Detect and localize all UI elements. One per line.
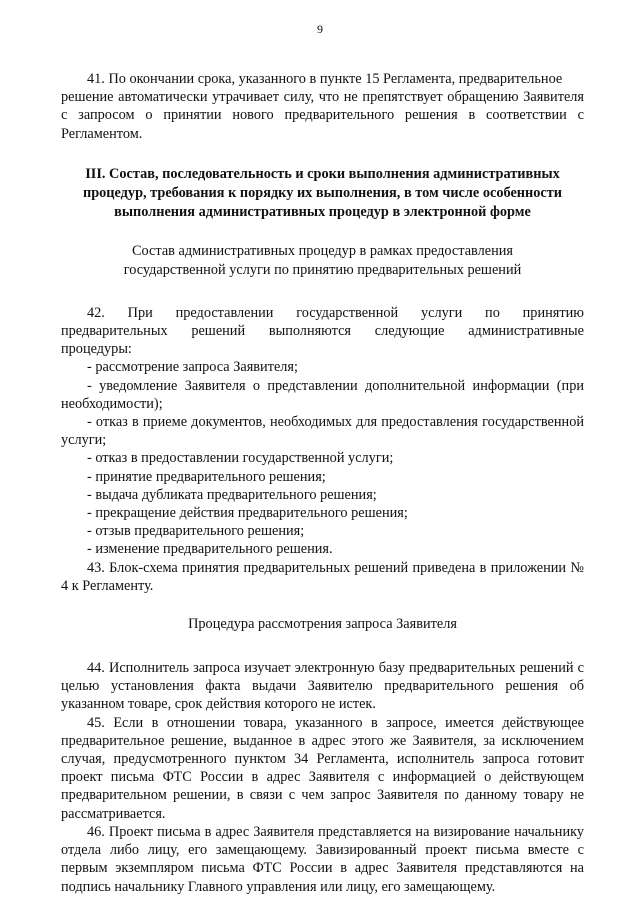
list-item: - изменение предварительного решения. (87, 541, 333, 558)
paragraph-45: 45. Если в отношении товара, указанного в запросе, имеется действующее предварительное решение, выданное в адрес этого же Заявителя, за исключением случая, предусмотренного пунктом 34 Регламента, исполнитель запроса готовит проект письма ФТС России в адрес Заявителя с информацией о действующем предварительном решении, в связи с чем запрос Заявителя по данному товару не рассматривается. (61, 714, 584, 822)
list-item: - принятие предварительного решения; (87, 468, 326, 485)
paragraph-41-line1: 41. По окончании срока, указанного в пункте 15 Регламента, предварительное (87, 71, 563, 87)
procedure-list (61, 358, 584, 558)
paragraph-41-rest: решение автоматически утрачивает силу, что не препятствует обращению Заявителя с запросом о принятии нового предварительного решения в соответствии с Регламентом. (61, 89, 584, 142)
word: услуги (420, 304, 463, 321)
subheading-line: Состав административных процедур в рамках предоставления (132, 242, 513, 259)
word: предварительных (61, 323, 168, 340)
page-number: 9 (317, 22, 323, 36)
word: принятию (522, 304, 584, 321)
list-item: - отказ в приеме документов, необходимых для предоставления государственной услуги; (61, 414, 584, 449)
section-heading-line: процедур, требования к порядку их выполнения, в том числе особенности (82, 184, 563, 201)
paragraph-46: 46. Проект письма в адрес Заявителя представляется на визирование начальнику отдела либо лицу, его замещающему. Завизированный проект письма вместе с первым экземпляром письма ФТС России в адрес Заявителя представляются на подпись начальнику Главного управления или лицу, его замещающему. (61, 823, 584, 895)
paragraph-42 (61, 304, 584, 359)
word: При (127, 304, 153, 321)
list-item: - прекращение действия предварительного решения; (87, 505, 408, 522)
word: административные (468, 323, 584, 340)
paragraph-43: 43. Блок-схема принятия предварительных решений приведена в приложении № 4 к Регламенту. (61, 559, 584, 594)
word: по (485, 304, 500, 321)
list-item: - выдача дубликата предварительного решения; (87, 486, 377, 503)
list-item: - уведомление Заявителя о представлении дополнительной информации (при необходимости); (61, 377, 584, 412)
paragraph-42-line1 (61, 304, 584, 322)
list-item: - рассмотрение запроса Заявителя; (87, 359, 298, 376)
section-heading (61, 165, 584, 222)
word: государственной (296, 304, 399, 321)
document-body (61, 70, 584, 896)
paragraph-42-line2 (61, 322, 584, 340)
section-heading-line: III. Состав, последовательность и сроки выполнения административных (85, 165, 560, 182)
subheading-line: государственной услуги по принятию предварительных решений (123, 261, 522, 278)
subheading-request-review: Процедура рассмотрения запроса Заявителя (188, 616, 457, 633)
word: следующие (374, 323, 445, 340)
word: предоставлении (175, 304, 274, 321)
section-heading-line: выполнения административных процедур в электронной форме (114, 203, 531, 220)
paragraph-42-line3: процедуры: (61, 341, 132, 358)
word: выполняются (268, 323, 352, 340)
paragraph-44: 44. Исполнитель запроса изучает электронную базу предварительных решений с целью установления факта выдачи Заявителю предварительного решения об указанном товаре, срок действия которого не истек. (61, 660, 584, 713)
word: решений (191, 323, 246, 340)
list-item: - отказ в предоставлении государственной услуги; (87, 450, 394, 467)
word: 42. (87, 304, 105, 321)
subheading-composition (61, 242, 584, 280)
list-item: - отзыв предварительного решения; (87, 523, 305, 540)
